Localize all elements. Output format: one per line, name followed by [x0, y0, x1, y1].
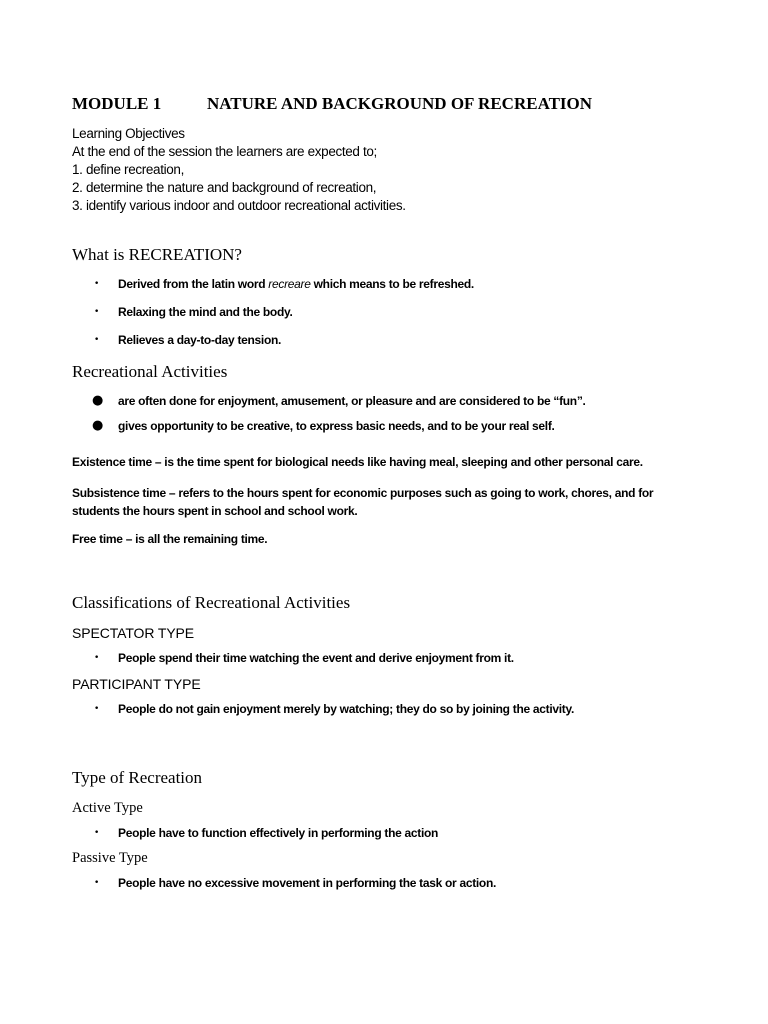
spectator-type-label: SPECTATOR TYPE	[72, 625, 195, 641]
bullet-icon: •	[94, 704, 100, 714]
passive-type-label: Passive Type	[72, 850, 148, 866]
activities-bullet-1: are often done for enjoyment, amusement, or pleasure and are considered to be “fun”.	[118, 394, 586, 408]
module-number: MODULE 1	[72, 94, 162, 113]
active-type-text: People have to function effectively in performing the action	[118, 826, 439, 840]
participant-type-text: People do not gain enjoyment merely by watching; they do so by joining the activity.	[118, 702, 574, 716]
participant-type-label: PARTICIPANT TYPE	[72, 676, 201, 692]
free-time-definition: Free time – is all the remaining time.	[72, 532, 268, 546]
spectator-type-text: People spend their time watching the event and derive enjoyment from it.	[118, 651, 514, 665]
bullet-icon: •	[94, 878, 100, 888]
section-heading-classifications: Classifications of Recreational Activities	[72, 593, 351, 612]
section-heading-what-is: What is RECREATION?	[72, 245, 242, 264]
bullet-icon: •	[94, 307, 100, 317]
objectives-intro: At the end of the session the learners are expected to;	[72, 144, 377, 159]
activities-bullet-2: gives opportunity to be creative, to express basic needs, and to be your real self.	[118, 419, 555, 433]
active-type-label: Active Type	[72, 800, 143, 816]
what-is-bullet-3: Relieves a day-to-day tension.	[118, 333, 282, 347]
section-heading-type: Type of Recreation	[72, 768, 203, 787]
bullet-icon: •	[94, 653, 100, 663]
bullet-icon: •	[94, 279, 100, 289]
objectives-heading: Learning Objectives	[72, 126, 185, 141]
objective-item: 2. determine the nature and background of recreation,	[72, 180, 377, 195]
objective-item: 3. identify various indoor and outdoor recreational activities.	[72, 198, 406, 213]
latin-word: recreare	[268, 277, 311, 291]
bullet-icon: •	[94, 335, 100, 345]
what-is-bullet-1-text-end: which means to be refreshed.	[310, 277, 474, 291]
what-is-bullet-2: Relaxing the mind and the body.	[118, 305, 293, 319]
passive-type-text: People have no excessive movement in performing the task or action.	[118, 876, 497, 890]
bullet-icon: ●	[92, 418, 104, 433]
bullet-icon: ●	[92, 393, 104, 408]
what-is-bullet-1-text: Derived from the latin word	[118, 277, 269, 291]
module-title: NATURE AND BACKGROUND OF RECREATION	[207, 94, 593, 113]
subsistence-time-definition: Subsistence time – refers to the hours spent for economic purposes such as going to work, chores, and for students the hours spent in school and school work.	[72, 486, 654, 518]
existence-time-definition: Existence time – is the time spent for biological needs like having meal, sleeping and other personal care.	[72, 455, 643, 469]
section-heading-activities: Recreational Activities	[72, 362, 228, 381]
what-is-bullet-1	[118, 277, 474, 291]
bullet-icon: •	[94, 828, 100, 838]
objective-item: 1. define recreation,	[72, 162, 184, 177]
